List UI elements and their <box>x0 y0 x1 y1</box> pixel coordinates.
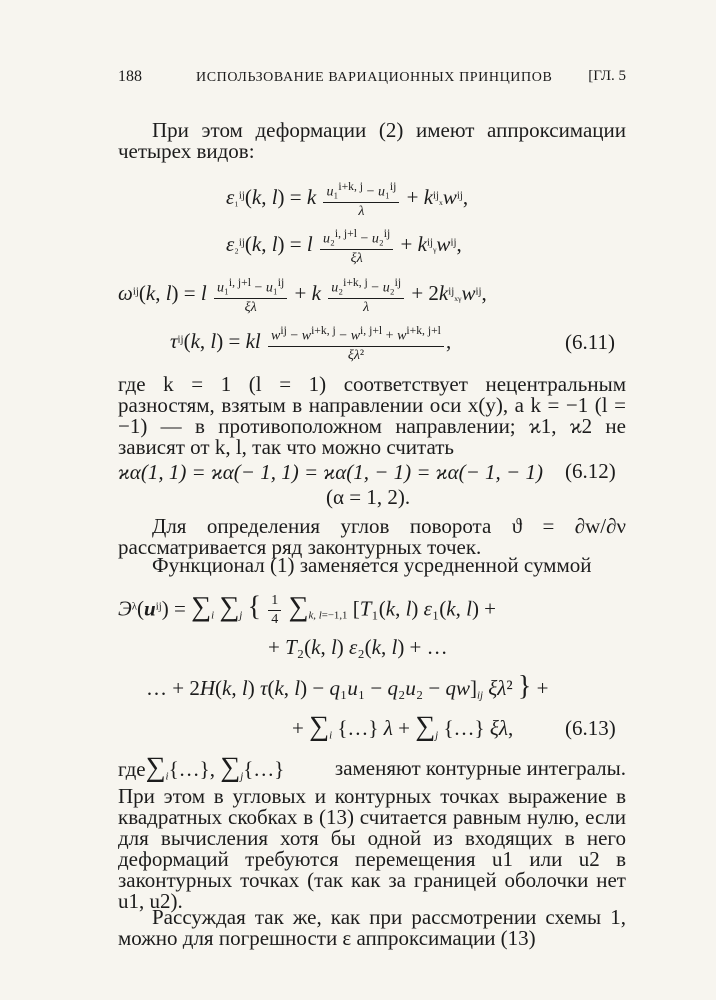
formula-functional-line2: + T₂(k, l) ε₂(k, l) + … <box>268 635 448 659</box>
paragraph-1: При этом деформации (2) имеют аппроксимации четырех видов: <box>118 118 626 163</box>
formula-kappa: ϰα(1, 1) = ϰα(− 1, 1) = ϰα(1, − 1) = ϰα(− 1, − 1) <box>118 460 543 484</box>
equation-number-6-12: (6.12) <box>565 459 616 483</box>
formula-tau: $\tau^{ij}(k$, l) = kl $\frac{w^{ij} - w^{i+k, j} - w^{i, j+l} + w^{i+k, j+l}}{\text{ξλ²}}$ , <box>170 324 452 363</box>
formula-eps2: ε₂$^{ij}$(k, l) = l $\frac{u_2^{i, j+l} - u_2^{ij}}{\xi\lambda}$ + $k^{ij}ᵧw^{ij}$, <box>226 227 462 266</box>
formula-alpha: (α = 1, 2). <box>326 485 411 509</box>
paragraph-5-rest: заменяют контурные интегралы. <box>334 756 626 780</box>
page-number: 188 <box>118 68 142 85</box>
paragraph-4: Функционал (1) заменяется усредненной суммой <box>152 553 592 577</box>
formula-functional-line3: … + 2H(k, l) τ(k, $l) - q_1u_1 - q_2u_2 - qw]_{ij}$ ξλ² } + <box>146 671 549 702</box>
formula-functional-line1: $Э^\lambda(u^{ij}) = \sum_i$ $\sum_j$ { $\frac{1}{4}$ $\sum_{k, l=-1,1}$ [T₁(k, l) ε₁(k, l) + <box>118 591 497 627</box>
paragraph-7: Рассуждая так же, как при рассмотрении схемы 1, можно для погрешности ε аппроксимации (13) <box>118 905 626 950</box>
paragraph-3: Для определения углов поворота ϑ = ∂w/∂ν рассматривается ряд законтурных точек. <box>118 514 626 559</box>
equation-number-6-13: (6.13) <box>565 716 616 740</box>
formula-omega: $\omega^{ij}(k$, l) = l $\frac{u_1^{i, j+l} - u_1^{ij}}{\xi\lambda}$ + k $\frac{u_2^{i+k, j} - u_2^{ij}}{\lambda}$ + $2k^{ij}_xᵧw^{ij}$, <box>118 276 487 315</box>
paragraph-5: $где\sum_i\{\dots\}$, $\sum_j\{\dots\}$ заменяют контурные интегралы. <box>118 752 626 783</box>
paragraph-2: где k = 1 (l = 1) соответствует нецентральным разностям, взятым в направлении оси x(y), а k = −1 (l = −1) — в противоположном направлении; ϰ1, ϰ2 не зависят от k, l, так что можно считать <box>118 372 626 459</box>
chapter-label: [ГЛ. 5 <box>588 68 626 84</box>
paragraph-6: При этом в угловых и контурных точках выражение в квадратных скобках в (13) считается равным нулю, если для вычисления хотя бы одной из входящих в него деформаций требуются перемещения u1 или u2 в законтурных точках (так как за границей оболочки нет u1, u2). <box>118 784 626 913</box>
formula-functional-line4: + $\sum_i$ {…} $\lambda + \sum_j$ {…} ξλ, <box>292 711 514 742</box>
paragraph-5-lead: где <box>118 757 146 781</box>
running-title: ИСПОЛЬЗОВАНИЕ ВАРИАЦИОННЫХ ПРИНЦИПОВ <box>196 70 553 85</box>
formula-eps1: ε₁$^{ij}$(k, l) = k $\frac{u_1^{i+k, j} - u_1^{ij}}{\lambda}$ + $k^{ij}_xw^{ij}$, <box>226 180 469 219</box>
equation-number-6-11: (6.11) <box>565 330 615 354</box>
